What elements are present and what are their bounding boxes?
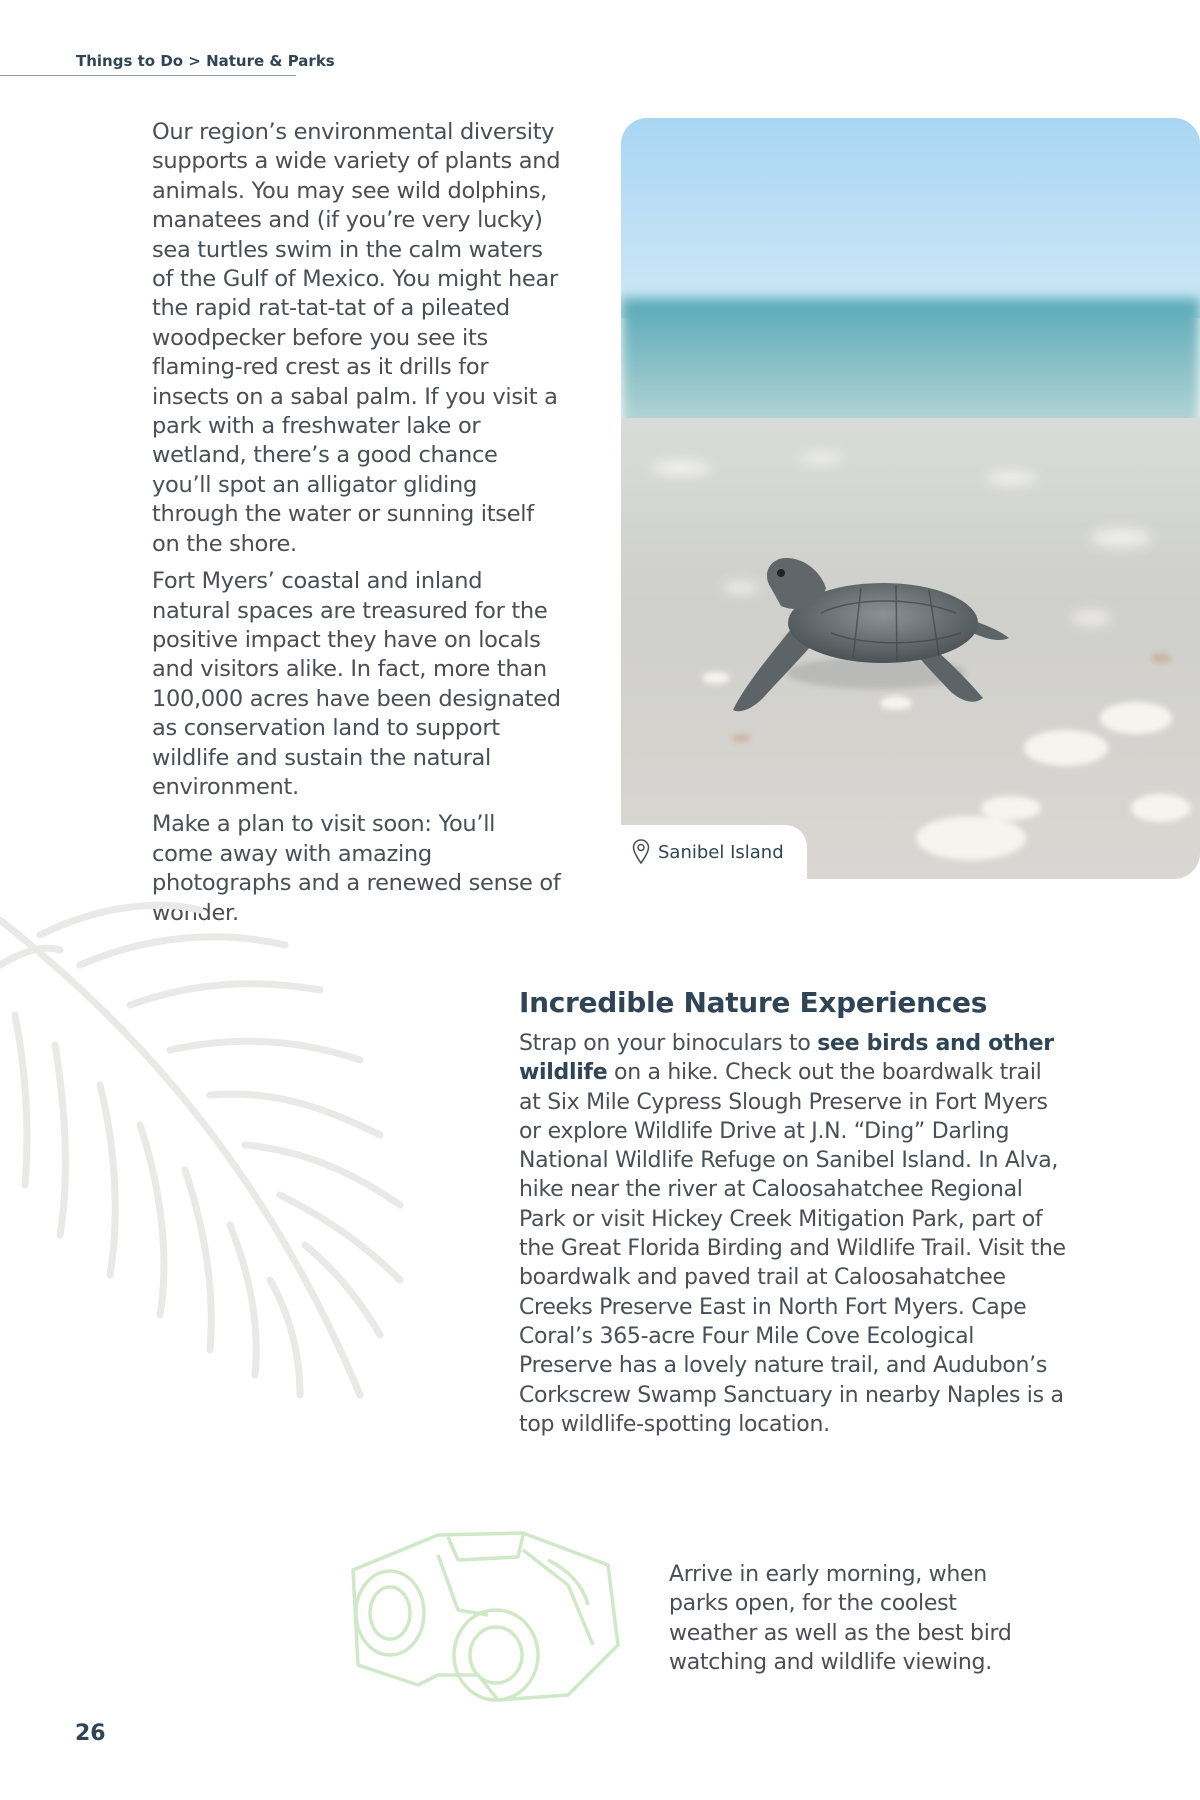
fern-leaf-icon [0, 895, 480, 1419]
section-body-bold: see birds and other wildlife [519, 1031, 1054, 1086]
nature-experiences-section [519, 986, 1069, 1439]
intro-text [152, 118, 562, 936]
photo-caption-label: Sanibel Island [658, 841, 784, 863]
section-body-rest: on a hike. Check out the boardwalk trail at Six Mile Cypress Slough Preserve in Fort Myers or explore Wildlife Drive at J.N. “Ding” Darling National Wildlife Refuge on Sanibel Island. In Alva, hike near the river at Caloosahatchee Regional Park or visit Hickey Creek Mitigation Park, part of the Great Florida Birding and Wildlife Trail. Visit the boardwalk and paved trail at Caloosahatchee Creeks Preserve East in North Fort Myers. Cape Coral’s 365-acre Four Mile Cove Ecological Preserve has a lovely nature trail, and Audubon’s Corkscrew Swamp Sanctuary in nearby Naples is a top wildlife-spotting location. [519, 1060, 1066, 1437]
photo-caption [621, 825, 807, 879]
breadcrumb [0, 52, 335, 76]
breadcrumb-text: Things to Do > Nature & Parks [76, 52, 335, 70]
intro-paragraph-2: Fort Myers’ coastal and inland natural spaces are treasured for the positive impact they have on locals and visitors alike. In fact, more than 100,000 acres have been designated as conservation land to support wildlife and sustain the natural environment. [152, 568, 561, 800]
section-body-intro: Strap on your binoculars to [519, 1031, 818, 1056]
page-number: 26 [75, 1721, 106, 1746]
section-body [519, 1029, 1069, 1439]
tip-text: Arrive in early morning, when parks open, for the coolest weather as well as the best bird watching and wildlife viewing. [669, 1562, 1012, 1675]
sea-turtle-illustration [621, 118, 1200, 879]
intro-paragraph-3: Make a plan to visit soon: You’ll come away with amazing photographs and a renewed sense of wonder. [152, 811, 561, 926]
section-heading: Incredible Nature Experiences [519, 986, 988, 1019]
binoculars-icon [338, 1525, 624, 1709]
location-pin-icon [632, 839, 650, 865]
intro-paragraph-1: Our region’s environmental diversity supports a wide variety of plants and animals. You may see wild dolphins, manatees and (if you’re very lucky) sea turtles swim in the calm waters of the Gulf of Mexico. You might hear the rapid rat-tat-tat of a pileated woodpecker before you see its flaming-red crest as it drills for insects on a sabal palm. If you visit a park with a freshwater lake or wetland, there’s a good chance you’ll spot an alligator gliding through the water or sunning itself on the shore. [152, 119, 561, 557]
sea-turtle-photo [621, 118, 1200, 879]
